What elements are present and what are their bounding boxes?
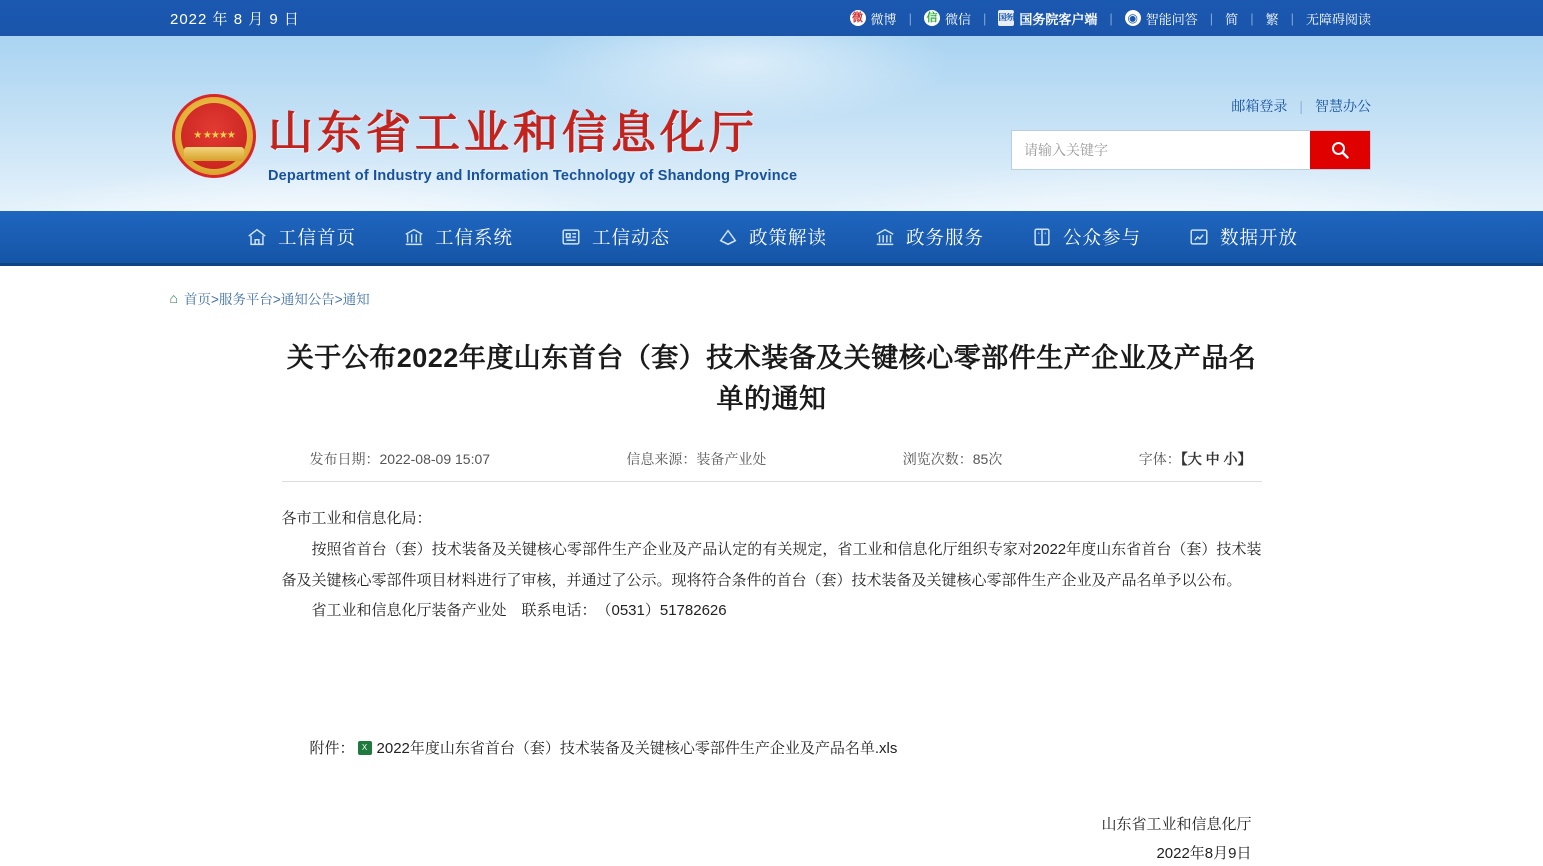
site-title-cn: 山东省工业和信息化厅 <box>268 106 759 159</box>
search-button[interactable] <box>1310 131 1370 169</box>
emblem-stars: ★ ★★★★ <box>193 130 235 141</box>
view-count-value: 85次 <box>972 451 1003 467</box>
quick-links <box>1011 96 1371 116</box>
font-size-label: 字体： <box>1138 451 1181 467</box>
site-title-en: Department of Industry and Information Technology of Shandong Province <box>268 168 798 184</box>
nav-item-system[interactable] <box>402 224 513 250</box>
quick-link-office[interactable]: 智慧办公 <box>1315 98 1371 114</box>
current-date: 2022 年 8 月 9 日 <box>170 10 300 28</box>
font-size-control[interactable] <box>1139 449 1252 469</box>
top-link-traditional[interactable] <box>1256 9 1289 28</box>
attachment-link[interactable]: 2022年度山东省首台（套）技术装备及关键核心零部件生产企业及产品名单.xls <box>376 740 898 757</box>
home-small-icon: ⌂ <box>169 290 178 306</box>
breadcrumb <box>170 266 1374 308</box>
main-navigation <box>0 211 1543 266</box>
divider: | <box>1209 10 1214 26</box>
search-box <box>1011 130 1371 170</box>
top-link-simplified[interactable] <box>1215 9 1248 28</box>
xls-file-icon: X <box>358 741 372 755</box>
paragraph-contact: 省工业和信息化厅装备产业处 联系电话： （0531）51782626 <box>311 602 727 620</box>
signoff-org: 山东省工业和信息化厅 <box>1101 816 1252 833</box>
paragraph-main: 按照省首台（套）技术装备及关键核心零部件生产企业及产品认定的有关规定，省工业和信息化厅组织专家对2022年度山东省首台（套）技术装备及关键核心零部件项目材料进行了审核，并通过了公示。现将符合条件的首台（套）技术装备及关键核心零部件生产企业及产品名单予以公布。 <box>281 540 1262 589</box>
nav-item-policy[interactable] <box>716 224 827 250</box>
page-title: 关于公布2022年度山东首台（套）技术装备及关键核心零部件生产企业及产品名单的通知 <box>286 343 1257 414</box>
attachment-row <box>282 737 1262 758</box>
info-source <box>626 449 766 469</box>
top-link-qa[interactable] <box>1115 9 1208 28</box>
top-link-accessibility[interactable] <box>1296 9 1381 28</box>
info-source-value: 装备产业处 <box>696 451 767 467</box>
top-link-gov-app-label: 国务院客户端 <box>1019 11 1098 27</box>
info-source-label: 信息来源： <box>626 451 697 467</box>
nav-item-news-label: 工信动态 <box>591 227 670 248</box>
publish-date <box>310 449 491 469</box>
banner-right-panel <box>1011 96 1371 170</box>
divider: | <box>1109 10 1113 26</box>
article-signoff <box>282 810 1262 866</box>
attachment-label: 附件： <box>309 740 355 757</box>
font-size-options[interactable]: 【大 中 小】 <box>1180 451 1252 467</box>
top-link-gov-app[interactable] <box>988 9 1107 28</box>
data-icon <box>1187 225 1211 249</box>
top-link-simplified-label: 简 <box>1225 11 1239 27</box>
nav-item-home[interactable] <box>245 224 356 250</box>
weibo-icon: 微 <box>850 10 866 26</box>
divider: | <box>982 10 987 26</box>
nav-item-news[interactable] <box>559 224 670 250</box>
paragraph-salutation: 各市工业和信息化局： <box>281 510 432 527</box>
nav-item-system-label: 工信系统 <box>434 227 513 248</box>
view-count-label: 浏览次数： <box>902 451 973 467</box>
top-utility-bar <box>0 0 1543 36</box>
signoff-date: 2022年8月9日 <box>1156 845 1252 863</box>
top-link-accessibility-label: 无障碍阅读 <box>1305 11 1371 27</box>
nav-item-data[interactable] <box>1187 224 1298 250</box>
nav-item-public-label: 公众参与 <box>1063 227 1142 248</box>
people-icon <box>1030 225 1054 249</box>
divider: | <box>1290 10 1294 26</box>
news-icon <box>559 225 583 249</box>
home-icon <box>245 225 269 249</box>
article-meta <box>282 449 1262 482</box>
top-link-qa-label: 智能问答 <box>1145 11 1198 27</box>
document-icon <box>716 225 740 249</box>
nav-item-service-label: 政务服务 <box>906 227 985 248</box>
search-icon <box>1330 140 1350 160</box>
bank-icon <box>402 225 426 249</box>
top-link-weibo[interactable] <box>840 9 907 28</box>
article <box>282 308 1262 866</box>
site-title[interactable] <box>268 96 797 184</box>
divider: | <box>908 10 912 26</box>
search-input[interactable] <box>1012 131 1310 169</box>
top-link-weixin[interactable] <box>914 9 981 28</box>
nav-item-service[interactable] <box>873 224 984 250</box>
weixin-icon: 信 <box>924 10 940 26</box>
top-link-traditional-label: 繁 <box>1265 11 1279 27</box>
top-link-weibo-label: 微博 <box>870 11 897 27</box>
nav-item-policy-label: 政策解读 <box>748 227 827 248</box>
divider: | <box>1299 98 1303 114</box>
top-links <box>840 9 1381 28</box>
nav-item-home-label: 工信首页 <box>277 227 356 248</box>
breadcrumb-text[interactable]: 首页>服务平台>通知公告>通知 <box>183 292 370 307</box>
divider: | <box>1250 10 1254 26</box>
robot-icon: ◉ <box>1125 10 1141 26</box>
publish-date-value: 2022-08-09 15:07 <box>379 451 491 467</box>
view-count <box>903 449 1003 469</box>
publish-date-label: 发布日期： <box>309 451 380 467</box>
top-link-weixin-label: 微信 <box>944 11 971 27</box>
article-body <box>282 504 1262 627</box>
quick-link-mail[interactable]: 邮箱登录 <box>1231 98 1288 114</box>
nav-item-public[interactable] <box>1030 224 1141 250</box>
gov-app-icon: 国务院 <box>998 10 1014 26</box>
nav-item-data-label: 数据开放 <box>1220 227 1299 248</box>
chart-icon <box>873 225 897 249</box>
site-banner <box>0 36 1543 211</box>
national-emblem-icon <box>172 94 256 178</box>
